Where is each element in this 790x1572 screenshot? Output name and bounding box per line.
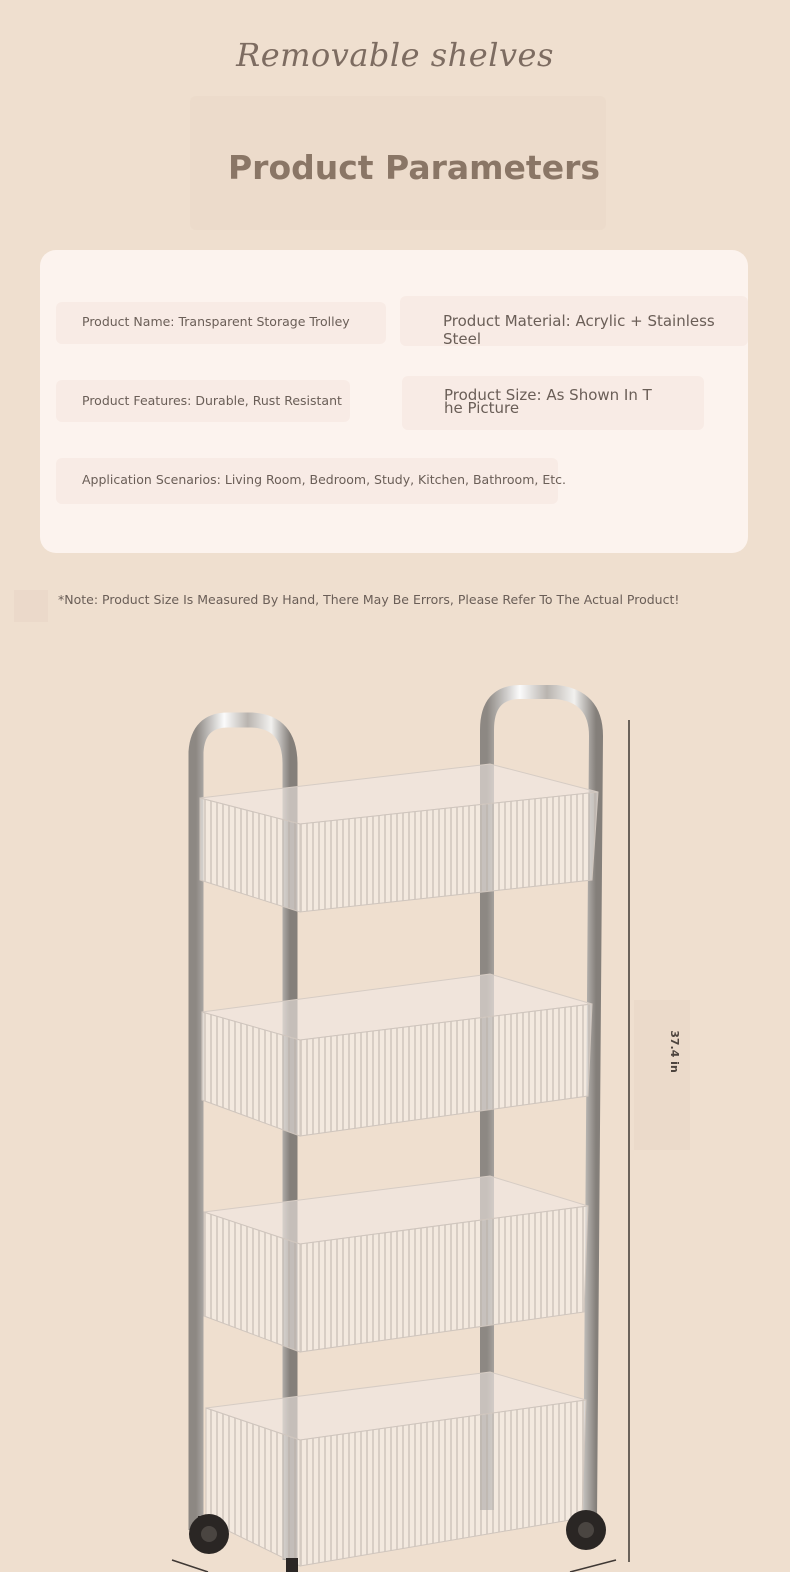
param-product-size-line1: Product Size: As Shown In T [444,386,652,404]
param-product-size-line2: he Picture [444,399,520,417]
param-product-features: Product Features: Durable, Rust Resistant [82,393,342,408]
measurement-note: *Note: Product Size Is Measured By Hand, There May Be Errors, Please Refer To The Actual Product! [58,592,680,607]
param-application-scenarios: Application Scenarios: Living Room, Bedroom, Study, Kitchen, Bathroom, Etc. [82,472,566,487]
height-dimension-text: 37.4 in [667,1029,681,1073]
storage-trolley-image [0,640,790,1572]
wheel-front-right [566,1510,606,1550]
wheel-front-left [189,1514,229,1554]
param-product-name: Product Name: Transparent Storage Trolley [82,314,350,329]
wheel-front-center [286,1558,298,1572]
param-product-material: Product Material: Acrylic + Stainless Steel [443,312,715,348]
shelf-3 [204,1176,588,1352]
note-decoration [14,590,48,622]
width-dimension-line-left [172,1560,208,1572]
removable-shelves-title: Removable shelves [236,36,554,74]
parameters-card [40,250,748,553]
product-parameters-title: Product Parameters [227,148,601,187]
param-product-size [444,386,652,417]
width-dimension-line-right [570,1560,616,1572]
shelf-1 [200,764,598,912]
height-dimension-label [662,1030,686,1072]
shelf-4 [206,1372,586,1566]
shelf-2 [202,974,592,1136]
